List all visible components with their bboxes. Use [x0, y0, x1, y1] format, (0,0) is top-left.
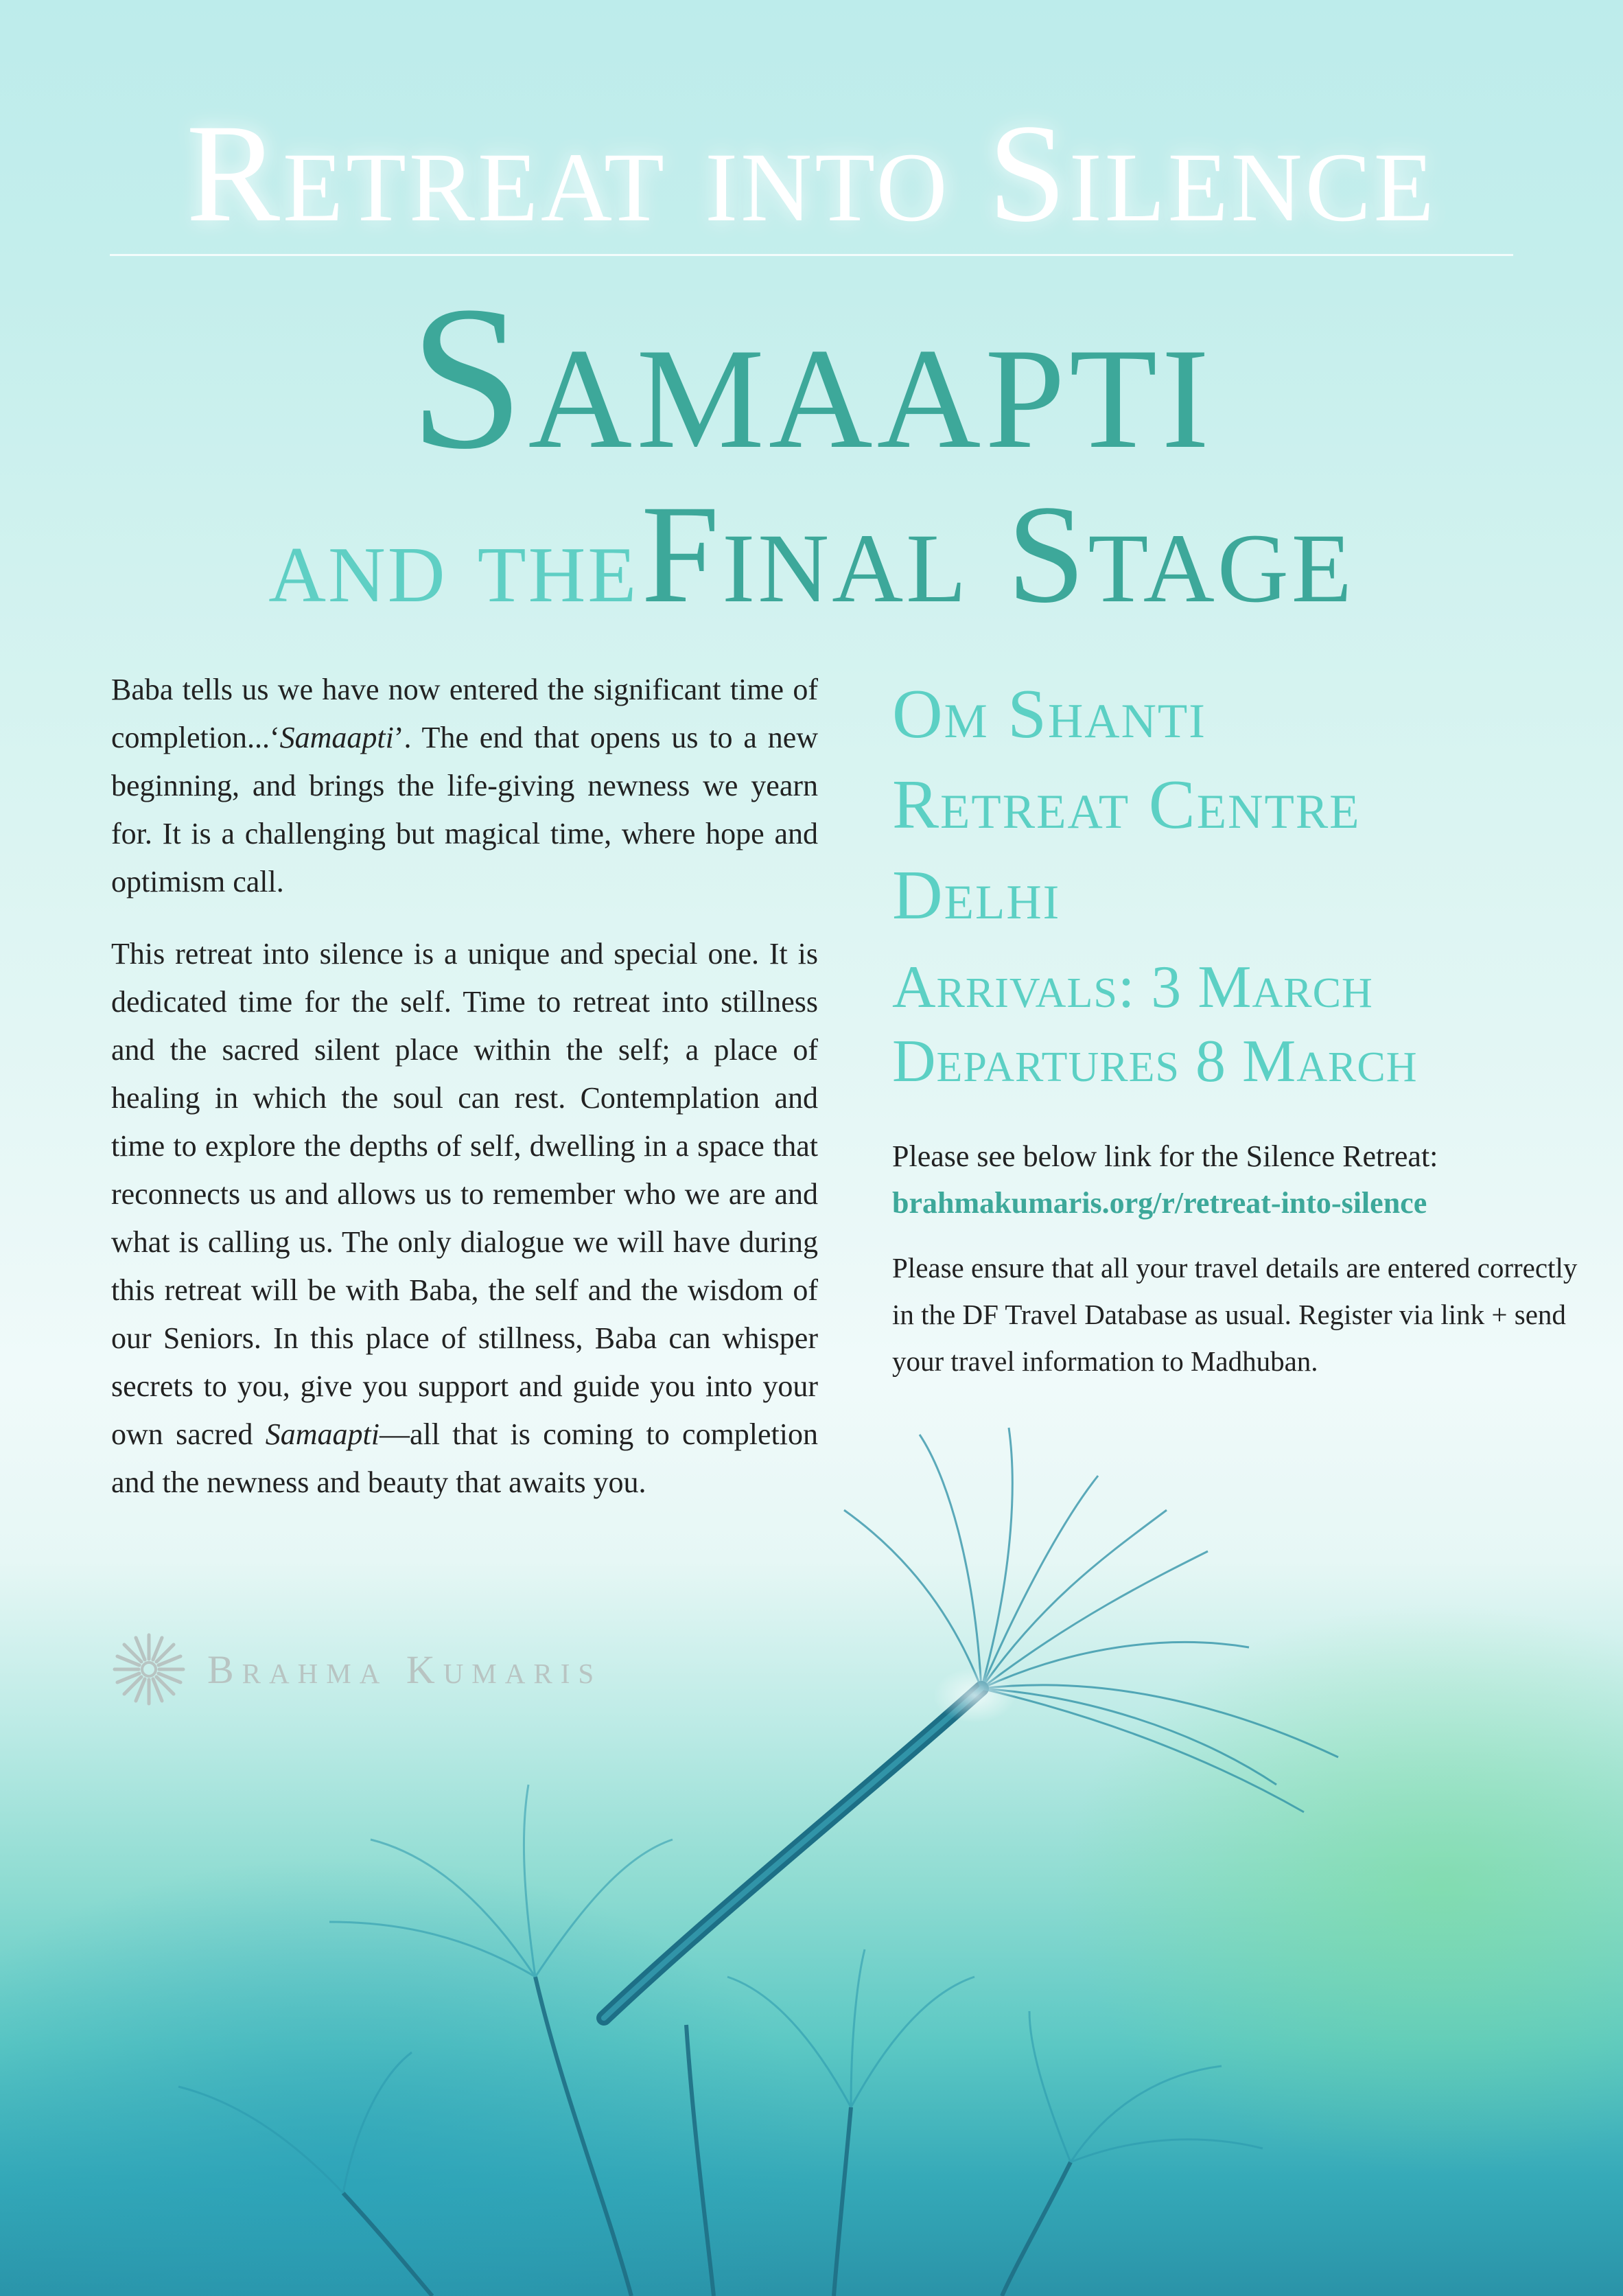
star-burst-icon — [111, 1632, 187, 1707]
poster-subtitle — [0, 476, 1623, 632]
poster-title: Samaapti — [409, 264, 1214, 491]
departures-date: Departures 8 March — [892, 1028, 1418, 1095]
venue-line-1: Om Shanti — [892, 675, 1206, 753]
travel-note: Please ensure that all your travel details are entered correctly in the DF Travel Database as usual. Register via link + send your travel information to Madhuban. — [892, 1252, 1578, 1377]
brahma-kumaris-logo — [111, 1628, 602, 1711]
dates-block — [892, 951, 1585, 1099]
venue-block — [892, 669, 1585, 941]
arrivals-date: Arrivals: 3 March — [892, 954, 1373, 1021]
retreat-link[interactable]: brahmakumaris.org/r/retreat-into-silence — [892, 1186, 1427, 1220]
link-intro: Please see below link for the Silence Retreat: — [892, 1139, 1438, 1173]
subtitle-main: Final Stage — [641, 476, 1355, 632]
description-paragraph-2: This retreat into silence is a unique and special one. It is dedicated time for the self. Time to retreat into stillness and the sacred silent place within the self; a place of healing in which the soul can rest. Contemplation and time to explore the depths of self, dwelling in a space that reconnects us and allows us to remember who we are and what is calling us. The only dialogue we will have during this retreat will be with Baba, the self and the wisdom of our Seniors. In this place of stillness, Baba can whisper secrets to you, give you support and guide you into your own sacred Samaapti—all that is coming to completion and the newness and beauty that awaits you. — [111, 937, 819, 1499]
logo-text: Brahma Kumaris — [207, 1647, 603, 1692]
venue-line-2: Retreat Centre — [892, 766, 1361, 844]
subtitle-prefix: and the — [268, 500, 639, 626]
samaapti-emphasis: Samaapti — [265, 1417, 380, 1451]
samaapti-emphasis: Samaapti — [279, 721, 394, 754]
description-paragraph-1: Baba tells us we have now entered the significant time of completion...‘Samaapti’. The end that opens us to a new beginning, and brings the life-giving newness we yearn for. It is a challenging but magical time, where hope and optimism call. — [111, 673, 818, 898]
event-details-column — [892, 669, 1585, 1384]
venue-line-3: Delhi — [892, 857, 1061, 934]
description-column — [111, 666, 818, 1531]
retreat-heading: Retreat into Silence — [186, 95, 1437, 251]
heading-divider — [110, 254, 1513, 256]
